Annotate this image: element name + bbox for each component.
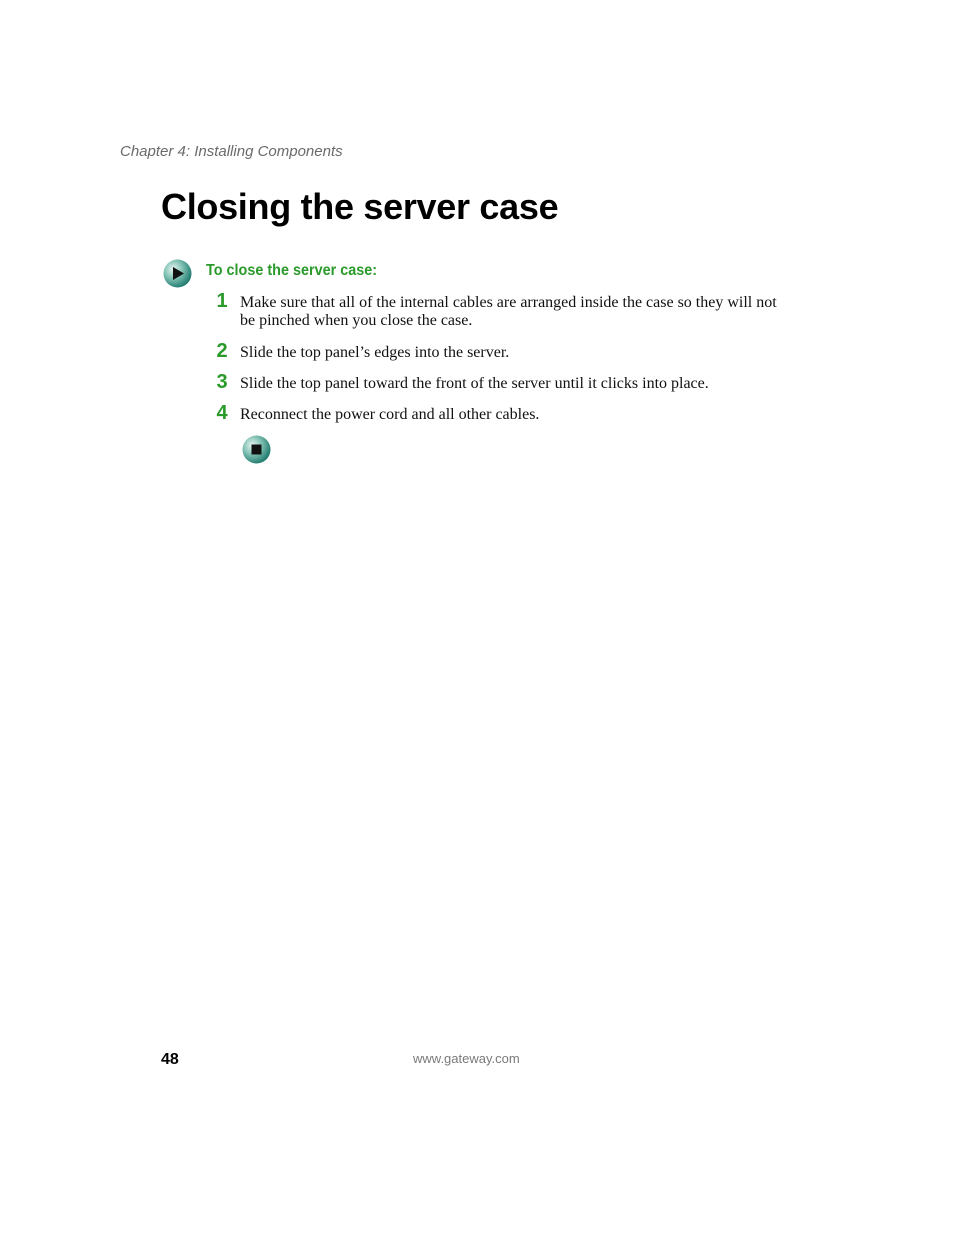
step-number: 4 bbox=[216, 402, 228, 424]
step-text: Reconnect the power cord and all other cables. bbox=[240, 406, 540, 423]
step-text: Slide the top panel’s edges into the server. bbox=[240, 344, 510, 361]
running-head: Chapter 4: Installing Components bbox=[120, 143, 343, 160]
page-number: 48 bbox=[161, 1051, 179, 1068]
stop-square-icon bbox=[242, 435, 271, 464]
step-number: 1 bbox=[216, 290, 228, 312]
step-number: 2 bbox=[216, 340, 228, 362]
procedure-title: To close the server case: bbox=[206, 262, 378, 279]
footer-url: www.gateway.com bbox=[413, 1051, 520, 1066]
step-number: 3 bbox=[216, 371, 228, 393]
play-arrow-icon bbox=[163, 259, 192, 288]
step-text: Make sure that all of the internal cables are arranged inside the case so they will not be pinched when you close the case. bbox=[240, 294, 777, 329]
page-title: Closing the server case bbox=[161, 186, 559, 227]
step-text: Slide the top panel toward the front of the server until it clicks into place. bbox=[240, 375, 709, 392]
